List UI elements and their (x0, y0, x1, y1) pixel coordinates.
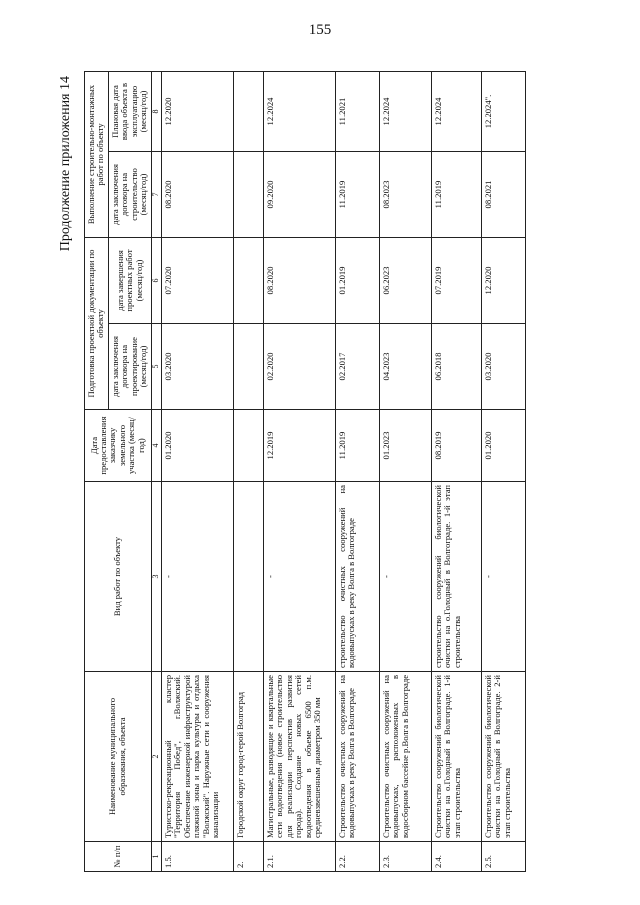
land-date: 11.2019 (335, 410, 379, 482)
header-construction-contract: дата заключения договора на строительство (месяц/год) (108, 152, 151, 238)
header-num: № п/п (85, 842, 152, 872)
header-name: Наименование муниципального образования, объекта (85, 672, 152, 842)
construction-contract-date: 11.2019 (431, 152, 481, 238)
row-num: 2.1. (263, 842, 335, 872)
object-name: Магистральные, разводящие и квартальные сети водоотведения (новое строительство для реализации перспектив развития города). Создание новых сетей водоотведения в объеме 6500 п.м. средневзвешенным диаметром 350 мм (263, 672, 335, 842)
commission-date (233, 72, 263, 152)
header-work-type: Вид работ по объекту (85, 482, 152, 672)
work-type: - (481, 482, 525, 672)
header-construction-group: Выполнение строительно-монтажных работ по объекту (85, 72, 109, 238)
land-date: 08.2019 (431, 410, 481, 482)
design-contract-date: 03.2020 (161, 324, 233, 410)
construction-contract-date: 08.2020 (161, 152, 233, 238)
construction-contract-date: 09.2020 (263, 152, 335, 238)
col-index: 8 (151, 72, 161, 152)
col-index: 4 (151, 410, 161, 482)
land-date: 01.2020 (161, 410, 233, 482)
col-index: 1 (151, 842, 161, 872)
construction-contract-date: 08.2021 (481, 152, 525, 238)
design-end-date: 07.2020 (161, 238, 233, 324)
column-index-row (151, 72, 161, 872)
land-date: 12.2019 (263, 410, 335, 482)
land-date: 01.2023 (379, 410, 431, 482)
design-contract-date: 03.2020 (481, 324, 525, 410)
commission-date: 11.2021 (335, 72, 379, 152)
work-type: - (161, 482, 233, 672)
design-end-date: 07.2019 (431, 238, 481, 324)
design-end-date (233, 238, 263, 324)
col-index: 6 (151, 238, 161, 324)
commission-date: 12.2024 (263, 72, 335, 152)
col-index: 2 (151, 672, 161, 842)
commission-date: 12.2024 (379, 72, 431, 152)
commission-date: 12.2020 (161, 72, 233, 152)
commission-date: 12.2024 (431, 72, 481, 152)
design-contract-date: 06.2018 (431, 324, 481, 410)
col-index: 5 (151, 324, 161, 410)
design-contract-date (233, 324, 263, 410)
row-num: 1.5. (161, 842, 233, 872)
header-row-1 (85, 72, 109, 872)
col-index: 3 (151, 482, 161, 672)
design-contract-date: 02.2017 (335, 324, 379, 410)
land-date: 01.2020 (481, 410, 525, 482)
header-design-end: дата завершения проектных работ (месяц/год) (108, 238, 151, 324)
work-type (233, 482, 263, 672)
design-end-date: 12.2020 (481, 238, 525, 324)
header-design-group: Подготовка проектной документации по объекту (85, 238, 109, 410)
object-name: Строительство сооружений биологической очистки на о.Голодный в Волгограде. 2-й этап строительства (481, 672, 525, 842)
table-row (481, 72, 525, 872)
land-date (233, 410, 263, 482)
design-end-date: 08.2020 (263, 238, 335, 324)
table-row (161, 72, 233, 872)
rotated-page-content (58, 72, 523, 872)
object-name: Строительство очистных сооружений на водовыпусках в реку Волга в Волгограде (335, 672, 379, 842)
continuation-title: Продолжение приложения 14 (58, 76, 73, 252)
object-name: Строительство очистных сооружений на водовыпусках, расположенных в водосборном бассейне р.Волга в Волгограде (379, 672, 431, 842)
header-land-date: Дата предоставления заказчику земельного участка (месяц/год) (85, 410, 152, 482)
construction-contract-date: 11.2019 (335, 152, 379, 238)
object-name: Строительство сооружений биологической очистки на о.Голодный в Волгограде. 1-й этап строительства (431, 672, 481, 842)
design-contract-date: 02.2020 (263, 324, 335, 410)
table-row (431, 72, 481, 872)
table-row (233, 72, 263, 872)
work-type: строительство очистных сооружений на водовыпусках в реку Волга в Волгограде (335, 482, 379, 672)
table-row (335, 72, 379, 872)
commission-date: 12.2024". (481, 72, 525, 152)
table-row (379, 72, 431, 872)
work-type: - (263, 482, 335, 672)
row-num: 2. (233, 842, 263, 872)
object-name: Туристско-рекреационный кластер "Территория Побед", г.Волжский. Обеспечение инженерной инфраструктурой пляжной зоны и парка культуры и отдыха "Волжский". Наружные сети и сооружения канализации (161, 672, 233, 842)
table-row (263, 72, 335, 872)
design-end-date: 01.2019 (335, 238, 379, 324)
design-end-date: 06.2023 (379, 238, 431, 324)
work-type: - (379, 482, 431, 672)
row-num: 2.3. (379, 842, 431, 872)
object-name: Городской округ город-герой Волгоград (233, 672, 263, 842)
col-index: 7 (151, 152, 161, 238)
header-commission-date: Плановая дата ввода объекта в эксплуатацию (месяц/год) (108, 72, 151, 152)
design-contract-date: 04.2023 (379, 324, 431, 410)
row-num: 2.4. (431, 842, 481, 872)
row-num: 2.5. (481, 842, 525, 872)
page-number: 155 (308, 22, 332, 38)
construction-contract-date: 08.2023 (379, 152, 431, 238)
row-num: 2.2. (335, 842, 379, 872)
header-design-contract: дата заключения договора на проектирование (месяц/год) (108, 324, 151, 410)
construction-contract-date (233, 152, 263, 238)
appendix-table (84, 71, 526, 872)
work-type: строительство сооружений биологической очистки на о.Голодный в Волгограде. 1-й этап строительства (431, 482, 481, 672)
